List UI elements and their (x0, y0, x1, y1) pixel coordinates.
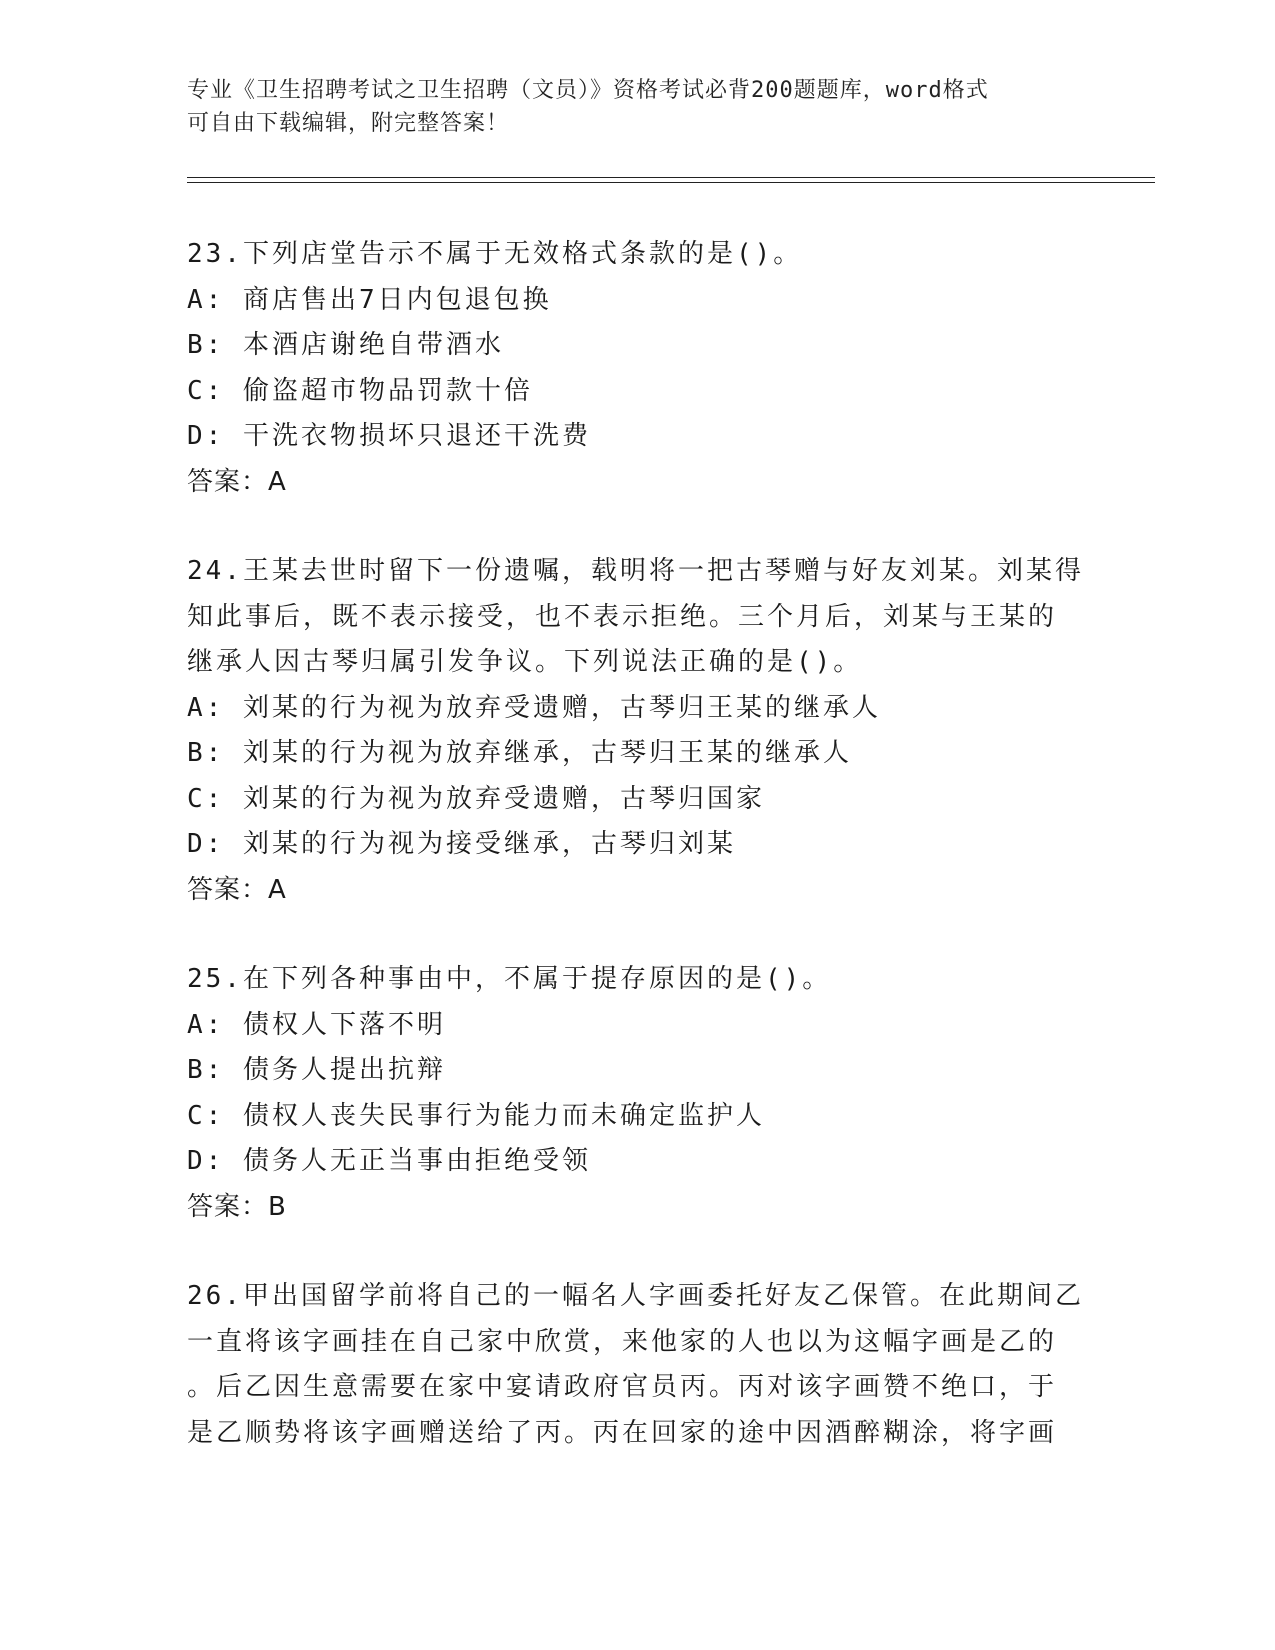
option-c: C: 偷盗超市物品罚款十倍 (187, 375, 533, 406)
option-a: A: 债权人下落不明 (187, 1009, 446, 1040)
question-stem: 26.甲出国留学前将自己的一幅名人字画委托好友乙保管。在此期间乙 (187, 1281, 1084, 1311)
header-line-1: 专业《卫生招聘考试之卫生招聘（文员）》资格考试必背200题题库，word格式 (187, 78, 989, 103)
answer: 答案：A (187, 874, 287, 905)
question-stem: 知此事后，既不表示接受，也不表示拒绝。三个月后，刘某与王某的 (187, 601, 1058, 632)
question-stem: 继承人因古琴归属引发争议。下列说法正确的是()。 (187, 647, 863, 677)
question-stem: 一直将该字画挂在自己家中欣赏，来他家的人也以为这幅字画是乙的 (187, 1326, 1058, 1357)
question-stem: 。后乙因生意需要在家中宴请政府官员丙。丙对该字画赞不绝口，于 (187, 1372, 1058, 1402)
question-23 (187, 232, 1087, 505)
question-stem: 23.下列店堂告示不属于无效格式条款的是()。 (187, 239, 803, 269)
option-d: D: 干洗衣物损坏只退还干洗费 (187, 421, 591, 451)
option-c: C: 债权人丧失民事行为能力而未确定监护人 (187, 1100, 765, 1131)
question-25 (187, 957, 1087, 1230)
option-a: A: 商店售出7日内包退包换 (187, 284, 552, 315)
option-d: D: 债务人无正当事由拒绝受领 (187, 1146, 591, 1176)
question-24 (187, 549, 1087, 913)
question-26 (187, 1274, 1087, 1456)
question-list (187, 232, 1087, 1500)
option-d: D: 刘某的行为视为接受继承，古琴归刘某 (187, 829, 736, 859)
option-b: B: 刘某的行为视为放弃继承，古琴归王某的继承人 (187, 738, 852, 768)
document-header (187, 74, 1067, 140)
answer: 答案：B (187, 1191, 287, 1222)
answer: 答案：A (187, 466, 287, 497)
header-line-2: 可自由下载编辑，附完整答案！ (187, 111, 510, 136)
header-divider-top (187, 177, 1155, 178)
option-a: A: 刘某的行为视为放弃受遗赠，古琴归王某的继承人 (187, 692, 881, 723)
option-b: B: 债务人提出抗辩 (187, 1055, 446, 1085)
option-b: B: 本酒店谢绝自带酒水 (187, 330, 504, 360)
option-c: C: 刘某的行为视为放弃受遗赠，古琴归国家 (187, 783, 765, 814)
question-stem: 24.王某去世时留下一份遗嘱，载明将一把古琴赠与好友刘某。刘某得 (187, 556, 1084, 586)
question-stem: 是乙顺势将该字画赠送给了丙。丙在回家的途中因酒醉糊涂，将字画 (187, 1417, 1058, 1448)
header-divider-bottom (187, 182, 1155, 183)
question-stem: 25.在下列各种事由中，不属于提存原因的是()。 (187, 964, 832, 994)
